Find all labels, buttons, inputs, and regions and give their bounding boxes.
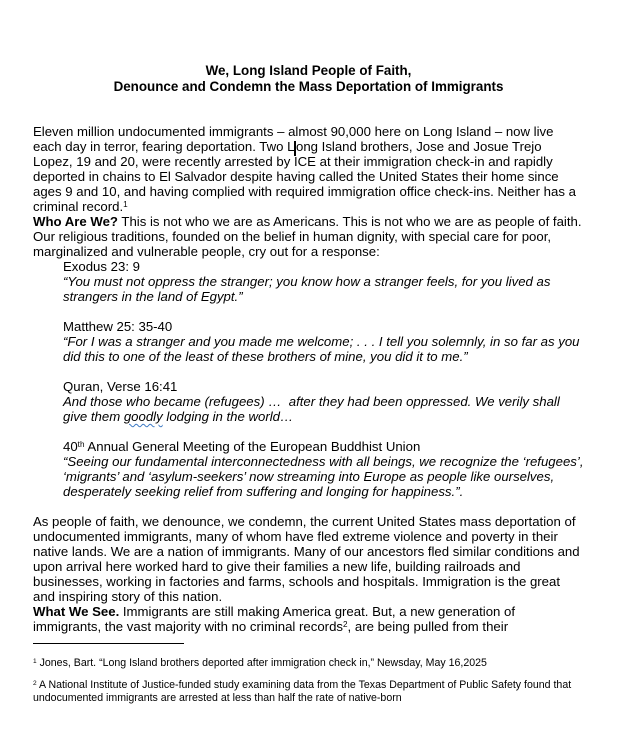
quote-exodus-body — [63, 274, 584, 304]
who-are-we-text: This is not who we are as Americans. This is not who we are as people of faith. Our religious traditions, founded on the belief in human dignity, with special care for poor, marginalized and vulnerable people, cry out for a response: — [33, 214, 589, 259]
quote-matthew-body-text: “For I was a stranger and you made me welcome; . . . I tell you solemnly, in so far as you did this to one of the least of these brothers of mine, you did it to me.” — [63, 334, 584, 364]
quote-buddhist-body — [63, 454, 588, 499]
quote-buddhist[interactable] — [63, 439, 588, 499]
quote-quran-heading — [63, 379, 584, 394]
quote-buddhist-heading-text: Annual General Meeting of the European Buddhist Union — [84, 439, 421, 454]
what-we-see-heading: What We See. — [33, 604, 120, 619]
intro-text-before-cursor: Eleven million undocumented immigrants – almost 90,000 here on Long Island – now live each day in terror, fearing deportation. Two L — [33, 124, 558, 154]
quote-matthew-heading — [63, 319, 584, 334]
footnote-separator — [33, 643, 184, 644]
quote-quran[interactable] — [63, 379, 584, 424]
footnote-2-text: A National Institute of Justice-funded study examining data from the Texas Department of Public Safety found that undocumented immigrants are arrested at less than half the rate of native-born — [33, 679, 575, 704]
who-are-we-heading: Who Are We? — [33, 214, 118, 229]
document-title — [33, 63, 584, 95]
quote-buddhist-heading-number: 40 — [63, 439, 78, 454]
what-we-see-text-after-ref: , are being pulled from their — [347, 619, 509, 634]
quote-buddhist-heading — [63, 439, 584, 454]
quote-quran-heading-text: Quran, Verse 16:41 — [63, 379, 178, 394]
what-we-see-paragraph[interactable] — [33, 604, 584, 634]
quote-exodus-heading-text: Exodus 23: 9 — [63, 259, 140, 274]
quote-quran-text-before: And those who became (refugees) … after they had been oppressed. We verily shall give them — [63, 394, 564, 424]
quote-quran-body — [63, 394, 584, 424]
grammar-flagged-word[interactable]: goodly — [123, 409, 163, 424]
footnote-1-marker: 1 — [33, 658, 37, 666]
intro-text-after-cursor: ong Island brothers, Jose and Josue Trejo Lopez, 19 and 20, were recently arrested by ICE at their immigration check-in and rapidly deported in chains to El Salvador despite having called the United States their home since ages 9 and 10, and having complied with required immigration office check-ins. Neither has a criminal record. — [33, 139, 580, 214]
footnote-1[interactable] — [33, 657, 584, 670]
what-we-see-text-before-ref: Immigrants are still making America great. But, a new generation of immigrants, the vast majority with no criminal records — [33, 604, 519, 634]
quote-exodus[interactable] — [63, 259, 584, 304]
who-are-we-paragraph[interactable] — [33, 214, 589, 259]
quote-buddhist-heading-ordinal: th — [77, 440, 85, 450]
intro-paragraph[interactable] — [33, 124, 584, 214]
footnote-2[interactable] — [33, 679, 584, 705]
footnote-reference-1[interactable]: 1 — [123, 200, 128, 210]
quote-matthew-heading-text: Matthew 25: 35-40 — [63, 319, 173, 334]
as-people-paragraph[interactable] — [33, 514, 584, 604]
quote-buddhist-body-text: “Seeing our fundamental interconnectedness with all beings, we recognize the ‘refugees’, ‘migrants’ and ‘asylum-seekers’ now streaming into Europe as people like ourselves, desperately seeking relief from suffering and longing for happiness.”. — [63, 454, 588, 499]
title-line-1: We, Long Island People of Faith, — [205, 63, 412, 78]
quote-matthew[interactable] — [63, 319, 584, 364]
quote-exodus-body-text: “You must not oppress the stranger; you know how a stranger feels, for you lived as strangers in the land of Egypt.” — [63, 274, 555, 304]
footnote-1-text: Jones, Bart. “Long Island brothers deported after immigration check in,” Newsday, May 16,2025 — [36, 657, 487, 669]
footnote-reference-2[interactable]: 2 — [343, 620, 348, 630]
footnote-2-marker: 2 — [33, 680, 37, 688]
quote-exodus-heading — [63, 259, 584, 274]
title-line-2: Denounce and Condemn the Mass Deportation of Immigrants — [113, 79, 504, 94]
as-people-text: As people of faith, we denounce, we condemn, the current United States mass deportation of undocumented immigrants, many of whom have fled extreme violence and poverty in their native lands. We are a nation of immigrants. Many of our ancestors fled similar conditions and upon arrival here worked hard to give their families a new life, building railroads and businesses, working in factories and farms, schools and hospitals. Immigration is the great and inspiring story of this nation. — [33, 514, 584, 604]
quote-matthew-body — [63, 334, 584, 364]
quote-quran-text-after: lodging in the world… — [162, 409, 294, 424]
